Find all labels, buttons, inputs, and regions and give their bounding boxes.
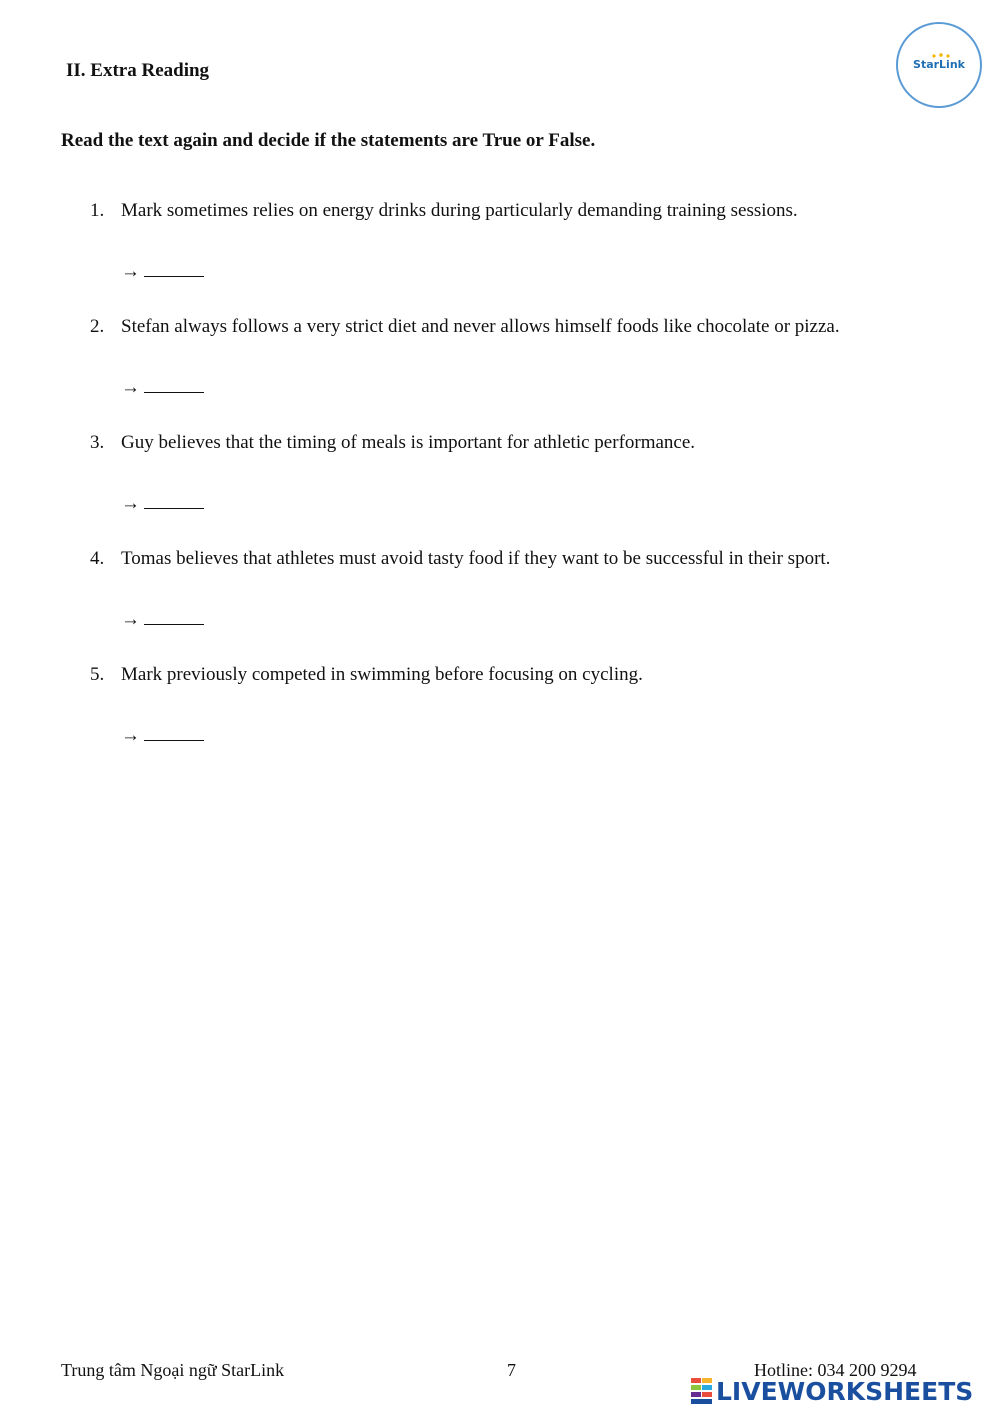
answer-line [121, 258, 204, 283]
answer-blank[interactable] [144, 490, 204, 509]
logo-text: StarLink [913, 58, 965, 71]
arrow-icon: → [121, 377, 140, 398]
question-number: 2. [90, 316, 105, 337]
footer-page-number: 7 [507, 1360, 516, 1380]
question-number: 5. [90, 664, 105, 685]
answer-blank[interactable] [144, 722, 204, 741]
answer-blank[interactable] [144, 374, 204, 393]
question-text: Mark previously competed in swimming before focusing on cycling. [121, 664, 643, 685]
question-text: Guy believes that the timing of meals is important for athletic performance. [121, 432, 696, 453]
starlink-logo [896, 22, 982, 108]
question-text: Stefan always follows a very strict diet and never allows himself foods like chocolate or pizza. [121, 316, 840, 337]
arrow-icon: → [121, 725, 140, 746]
answer-line [121, 490, 204, 515]
answer-blank[interactable] [144, 258, 204, 277]
answer-line [121, 606, 204, 631]
footer-center-name: Trung tâm Ngoại ngữ StarLink [61, 1360, 285, 1380]
liveworksheets-text: LIVEWORKSHEETS [716, 1376, 974, 1406]
question-number: 3. [90, 432, 105, 453]
question-number: 1. [90, 200, 105, 221]
arrow-icon: → [121, 493, 140, 514]
question-text: Mark sometimes relies on energy drinks during particularly demanding training sessions. [121, 200, 798, 221]
instruction: Read the text again and decide if the statements are True or False. [61, 130, 596, 151]
question-number: 4. [90, 548, 105, 569]
answer-blank[interactable] [144, 606, 204, 625]
arrow-icon: → [121, 609, 140, 630]
answer-line [121, 722, 204, 747]
section-title: II. Extra Reading [66, 60, 210, 81]
liveworksheets-logo-icon [691, 1378, 713, 1404]
arrow-icon: → [121, 261, 140, 282]
question-text: Tomas believes that athletes must avoid tasty food if they want to be successful in their sport. [121, 548, 831, 569]
liveworksheets-badge[interactable] [691, 1376, 973, 1406]
footer-hotline: Hotline: 034 200 9294 [754, 1360, 917, 1380]
answer-line [121, 374, 204, 399]
